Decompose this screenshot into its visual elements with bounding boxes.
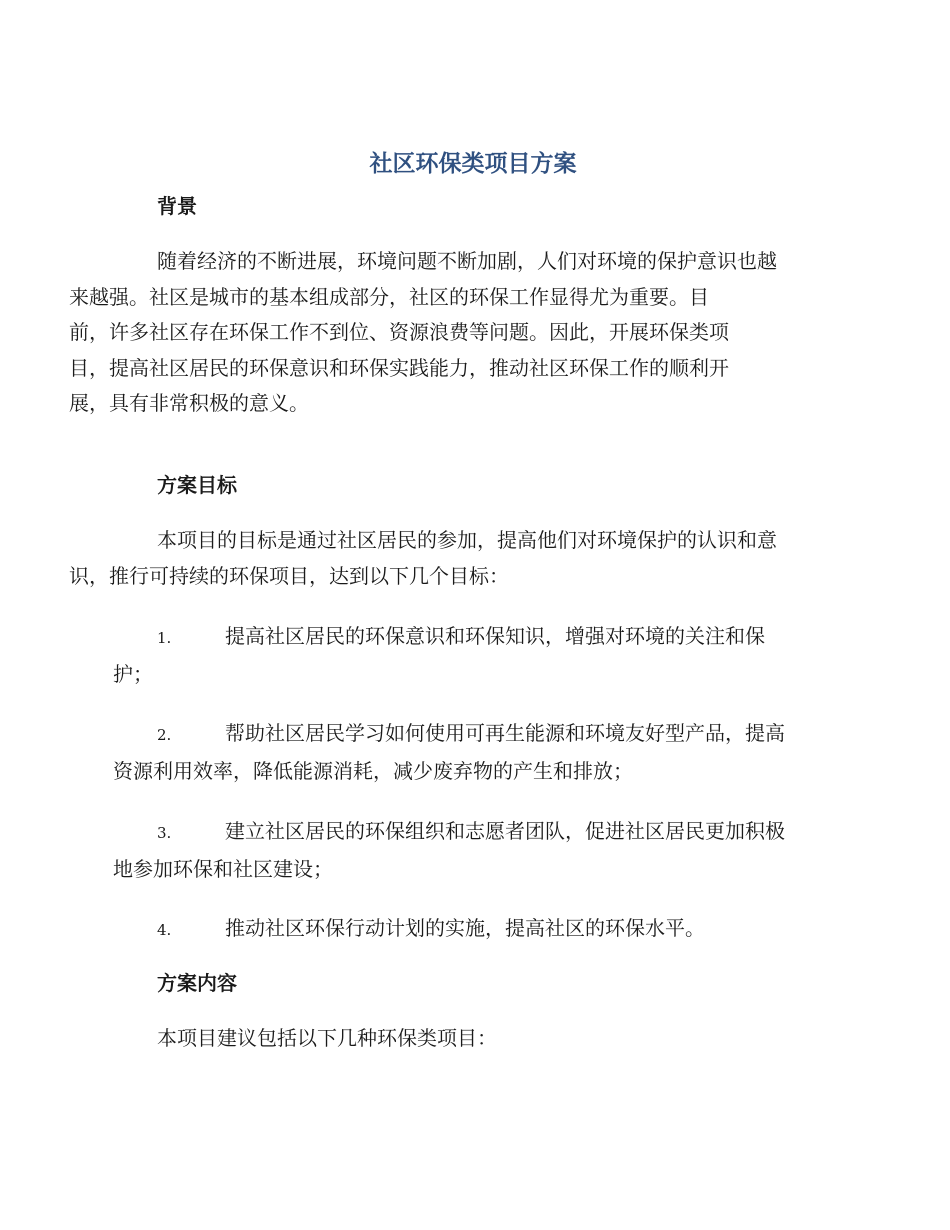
goal-list-item	[113, 814, 833, 887]
goal-list-item	[113, 911, 833, 949]
heading-goals: 方案目标	[157, 473, 237, 497]
text-line: 本项目建议包括以下几种环保类项目：	[157, 1026, 497, 1050]
text-line: 目，提高社区居民的环保意识和环保实践能力，推动社区环保工作的顺利开	[69, 355, 729, 380]
list-number: 2.	[157, 726, 172, 744]
text-line: 前，许多社区存在环保工作不到位、资源浪费等问题。因此，开展环保类项	[69, 320, 729, 344]
list-text-continued: 资源利用效率，降低能源消耗，减少废弃物的产生和排放；	[113, 758, 633, 783]
list-text: 建立社区居民的环保组织和志愿者团队，促进社区居民更加积极	[225, 819, 785, 843]
list-number: 3.	[157, 824, 172, 842]
list-text-continued: 护；	[113, 661, 153, 686]
text-line: 来越强。社区是城市的基本组成部分，社区的环保工作显得尤为重要。目	[69, 284, 709, 309]
text-line: 识，推行可持续的环保项目，达到以下几个目标：	[69, 563, 509, 588]
document-title: 社区环保类项目方案	[369, 151, 577, 177]
list-text: 帮助社区居民学习如何使用可再生能源和环境友好型产品，提高	[225, 721, 785, 745]
text-line: 展，具有非常积极的意义。	[69, 391, 309, 415]
heading-background: 背景	[157, 194, 197, 218]
paragraph-goals-intro	[69, 523, 833, 594]
text-line: 本项目的目标是通过社区居民的参加，提高他们对环境保护的认识和意	[157, 528, 777, 552]
list-text: 推动社区环保行动计划的实施，提高社区的环保水平。	[225, 916, 705, 940]
list-text-continued: 地参加环保和社区建设；	[113, 856, 333, 881]
list-text: 提高社区居民的环保意识和环保知识，增强对环境的关注和保	[225, 624, 765, 648]
paragraph-content-intro	[113, 1021, 833, 1057]
list-number: 4.	[157, 921, 172, 939]
paragraph-background	[69, 244, 833, 422]
text-line: 随着经济的不断进展，环境问题不断加剧，人们对环境的保护意识也越	[157, 249, 777, 273]
goal-list-item	[113, 619, 833, 692]
goal-list-item	[113, 716, 833, 789]
heading-content: 方案内容	[157, 971, 237, 995]
list-number: 1.	[157, 629, 172, 647]
